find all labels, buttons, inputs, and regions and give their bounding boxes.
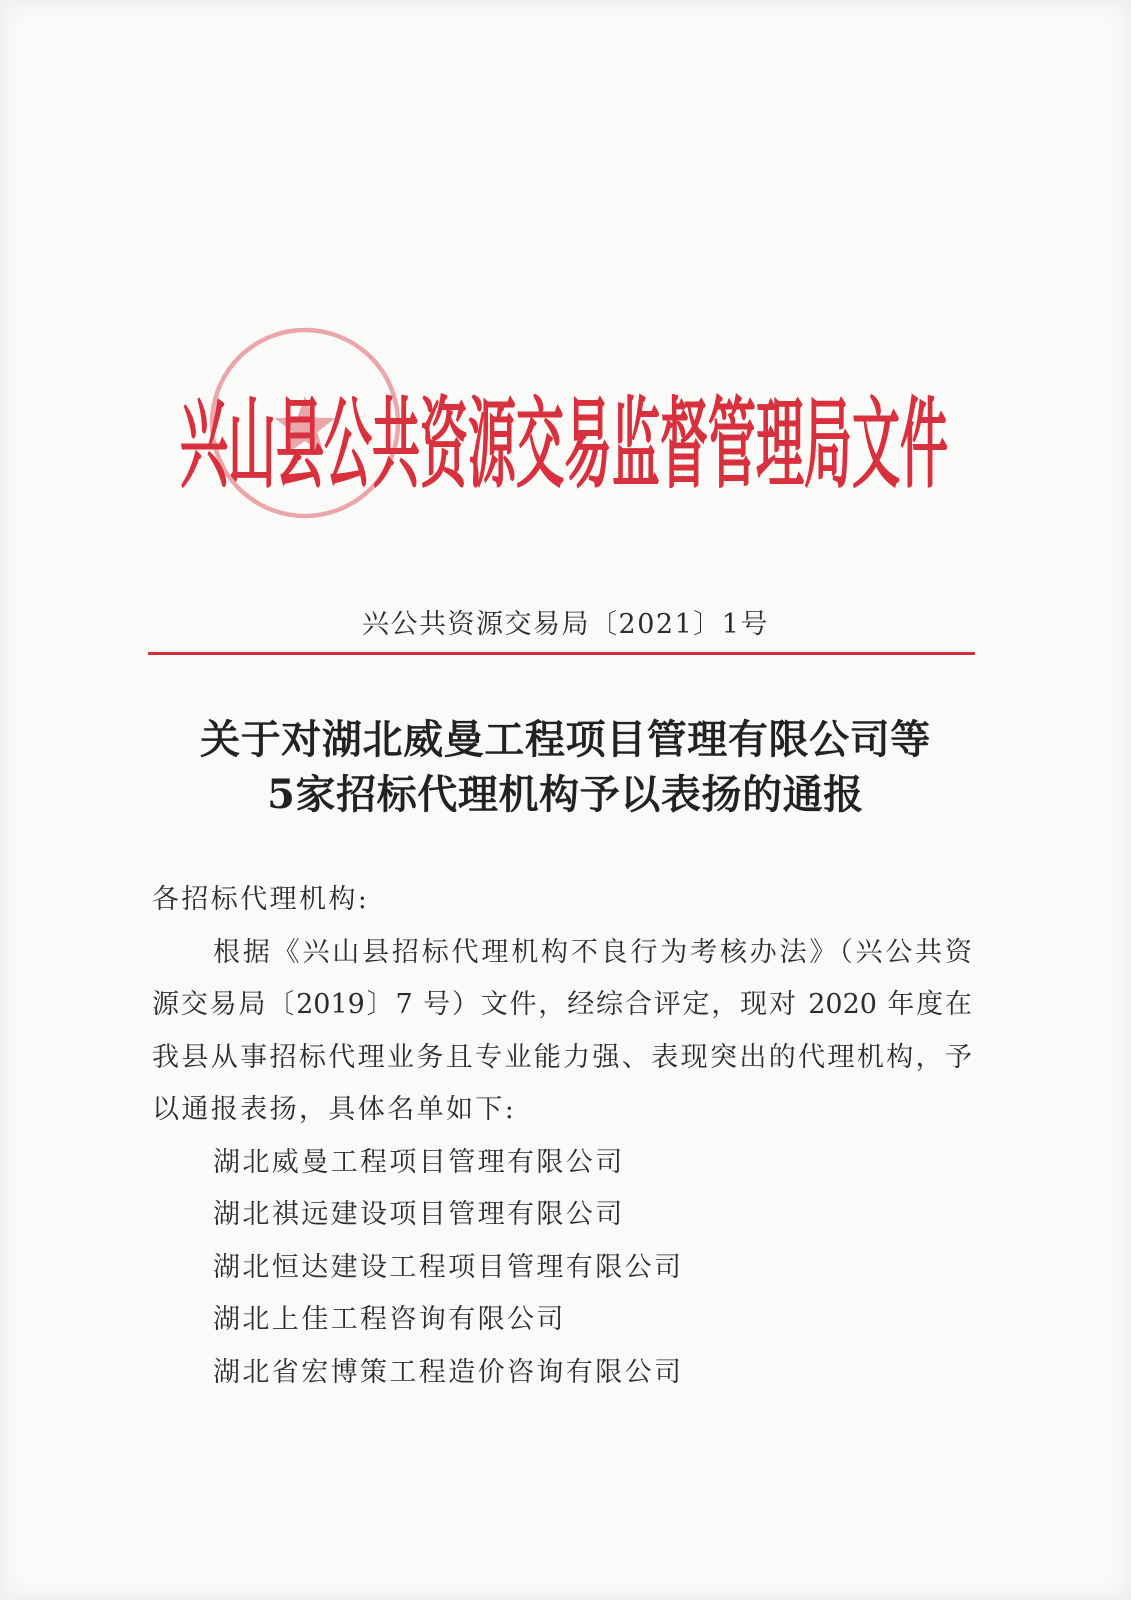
body-paragraph-line: 源交易局〔2019〕7 号）文件，经综合评定，现对 2020 年度在	[152, 989, 972, 1020]
body-paragraph-line: 根据《兴山县招标代理机构不良行为考核办法》（兴公共资	[213, 936, 972, 968]
salutation: 各招标代理机构:	[152, 884, 370, 915]
body-paragraph-line: 以通报表扬，具体名单如下:	[152, 1094, 517, 1125]
document-header-title: 兴山县公共资源交易监督管理局文件	[180, 387, 949, 503]
notice-title	[0, 712, 1131, 822]
company-list-item: 湖北恒达建设工程项目管理有限公司	[213, 1251, 684, 1283]
notice-body	[152, 874, 972, 1399]
document-number: 兴公共资源交易局〔2021〕1号	[362, 609, 769, 640]
company-list-item: 湖北威曼工程项目管理有限公司	[213, 1146, 625, 1178]
notice-title-line-2: 5家招标代理机构予以表扬的通报	[267, 771, 864, 818]
notice-title-line-1: 关于对湖北威曼工程项目管理有限公司等	[200, 716, 931, 763]
company-list-item: 湖北省宏博策工程造价咨询有限公司	[213, 1356, 684, 1388]
company-list-item: 湖北上佳工程咨询有限公司	[213, 1304, 566, 1335]
company-list-item: 湖北祺远建设项目管理有限公司	[213, 1199, 625, 1230]
body-paragraph-line: 我县从事招标代理业务且专业能力强、表现突出的代理机构，予	[152, 1041, 972, 1073]
red-divider-line	[148, 652, 975, 655]
